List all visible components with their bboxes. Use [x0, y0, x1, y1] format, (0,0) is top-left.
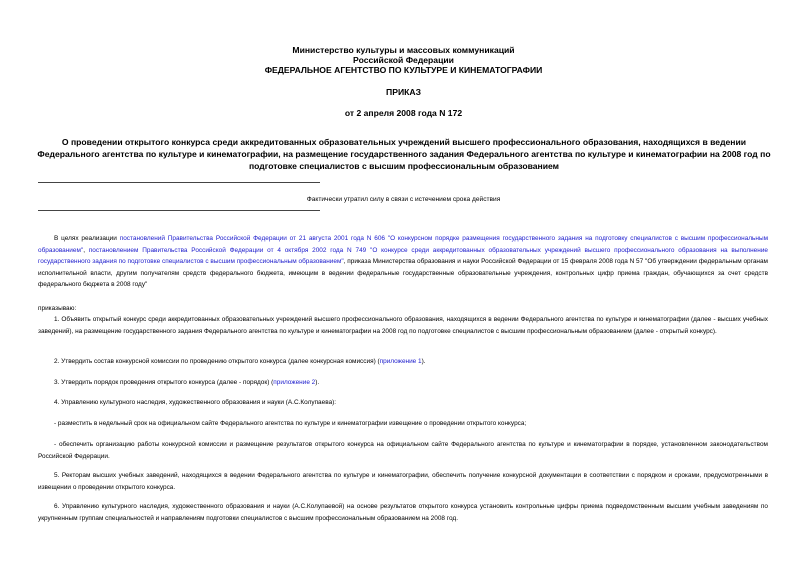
item-5: 5. Ректорам высших учебных заведений, находящихся в ведении Федерального агентства по культуре и кинематографии, обеспечить получение конкурсной документации в соответствии с порядком и сроками, предусмотренными в извещении о проведении открытого конкурса. [38, 472, 768, 491]
item-2-text: 2. Утвердить состав конкурсной комиссии по проведению открытого конкурса (далее конкурсная комиссия) ( [54, 358, 380, 365]
preamble-text-3: , приказа Министерства образования и науки Российской Федерации от 15 февраля 2008 года N 57 "Об утверждении федеральным органам исполнительной власти, другим получателям средств федерального бюджета, имеющим в ведении федеральные государственные образовательные учреждения, контрольных цифр приема граждан, обучающихся за счет средств федерального бюджета в 2008 году" [38, 258, 768, 289]
preamble-text-2: , [83, 246, 89, 254]
item-3-text: 3. Утвердить порядок проведения открытого конкурса (далее - порядок) ( [54, 379, 274, 386]
preamble-text-1: В целях реализации [54, 235, 120, 242]
status-note: Фактически утратил силу в связи с истечением срока действия [306, 196, 501, 203]
item-6: 6. Управлению культурного наследия, художественного образования и науки (А.С.Колупаевой) на основе результатов открытого конкурса установить контрольные цифры приема подведомственным высшим учебным заведениям по укрупненным группам специальностей и направлениям подготовки специалистов с высшим профессиональным образованием на 2008 год. [38, 503, 768, 522]
agency-name: ФЕДЕРАЛЬНОЕ АГЕНТСТВО ПО КУЛЬТУРЕ И КИНЕМАТОГРАФИИ [264, 65, 543, 75]
item-3 [38, 377, 768, 389]
item-3-end: ). [315, 379, 320, 386]
document-date-number: от 2 апреля 2008 года N 172 [344, 108, 463, 118]
appendix-2-link[interactable]: приложение 2 [273, 379, 316, 386]
ministry-name: Министерство культуры и массовых коммуникаций [292, 45, 515, 55]
country-name: Российской Федерации [353, 55, 454, 65]
item-4-subitem-a: - разместить в недельный срок на официальном сайте Федерального агентства по культуре и кинематографии извещение о проведении открытого конкурса; [54, 420, 527, 427]
order-word: приказываю: [38, 305, 77, 312]
item-1: 1. Объявить открытый конкурс среди аккредитованных образовательных учреждений высшего профессионального образования, находящихся в ведении Федерального агентства по культуре и кинематографии (далее - высших учебных заведений), на размещение государственного задания Федерального агентства по культуре и кинематографии на 2008 год по подготовке специалистов с высшим профессиональным образованием (далее - открытый конкурс). [38, 316, 768, 335]
preamble-paragraph [38, 233, 768, 291]
divider-bottom [38, 210, 320, 211]
item-4: 4. Управлению культурного наследия, художественного образования и науки (А.С.Колупаева): [54, 399, 337, 406]
appendix-1-link[interactable]: приложение 1 [379, 358, 422, 365]
document-type: ПРИКАЗ [386, 87, 421, 97]
document-title: О проведении открытого конкурса среди аккредитованных образовательных учреждений высшего профессионального образования, находящихся в ведении Федерального агентства по культуре и кинематографии, на размещение государственного задания Федерального агентства по культуре и кинематографии на 2008 год по подготовке специалистов с высшим профессиональным образованием [37, 137, 771, 171]
item-4-subitem-b: - обеспечить организацию работы конкурсной комиссии и размещение результатов открытого конкурса на официальном сайте Федерального агентства по культуре и кинематографии в порядке, установленном законодательством Российской Федерации. [38, 441, 768, 460]
divider-top [38, 182, 320, 183]
decree-606-link[interactable]: постановлений Правительства Российской Федерации от 21 августа 2001 года N 606 "О конкурсном порядке размещения государственного задания на подготовку специалистов с высшим профессиональным образованием" [38, 235, 769, 254]
item-2-end: ). [421, 358, 426, 365]
item-2 [38, 356, 768, 368]
decree-749-link[interactable]: постановлением Правительства Российской Федерации от 4 октября 2002 года N 749 "О конкурсе среди аккредитованных образовательных учреждений высшего профессионального образования на выполнение государственного задания по подготовке специалистов с высшим профессиональным образованием" [38, 246, 768, 266]
